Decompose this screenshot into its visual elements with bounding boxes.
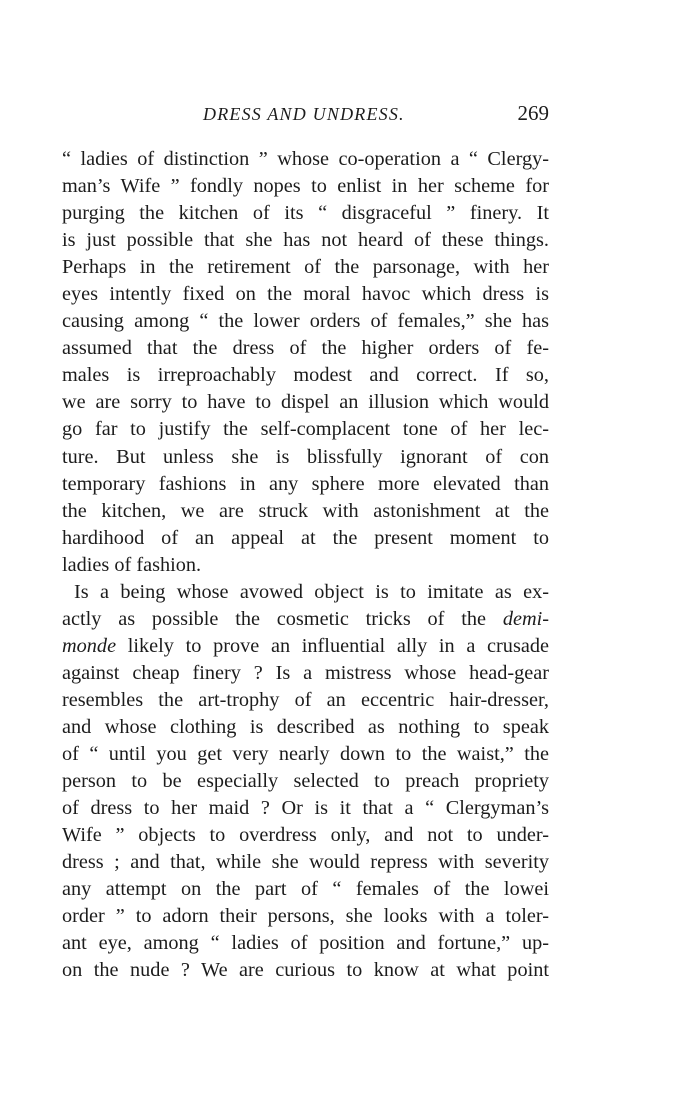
- text-line: of dress to her maid ? Or is it that a “ Clergyman’s: [62, 797, 549, 820]
- text-line: Wife ” objects to overdress only, and not to under-: [62, 824, 549, 847]
- text-line: and whose clothing is described as nothing to speak: [62, 715, 549, 738]
- text-line: is just possible that she has not heard of these things.: [62, 229, 549, 252]
- text-line: Perhaps in the retirement of the parsonage, with her: [62, 256, 549, 279]
- text-line: ant eye, among “ ladies of position and fortune,” up-: [62, 932, 549, 955]
- text-fragment: actly as possible the cosmetic tricks of the: [62, 607, 486, 630]
- text-line: ladies of fashion.: [62, 553, 202, 576]
- text-line: man’s Wife ” fondly nopes to enlist in her scheme for: [62, 175, 549, 198]
- text-line: on the nude ? We are curious to know at what point: [62, 959, 549, 982]
- body-text: [62, 146, 549, 984]
- text-line: go far to justify the self-complacent tone of her lec-: [62, 418, 549, 441]
- text-line-with-italics: [62, 606, 549, 633]
- italic-term: demi-: [502, 607, 549, 630]
- text-line: person to be especially selected to preach propriety: [62, 770, 549, 793]
- text-line: males is irreproachably modest and correct. If so,: [62, 364, 549, 387]
- text-line: assumed that the dress of the higher orders of fe-: [62, 337, 549, 360]
- text-fragment: likely to prove an influential ally in a crusade: [127, 634, 549, 657]
- text-line: we are sorry to have to dispel an illusion which would: [62, 391, 549, 414]
- text-line: Is a being whose avowed object is to imitate as ex-: [74, 580, 549, 603]
- text-line-with-italics: [62, 633, 549, 660]
- page-header: [62, 101, 549, 132]
- text-line: resembles the art-trophy of an eccentric hair-dresser,: [62, 688, 549, 711]
- text-line: against cheap finery ? Is a mistress whose head-gear: [62, 661, 549, 684]
- italic-term: monde: [62, 634, 117, 657]
- text-line: order ” to adorn their persons, she looks with a toler-: [62, 905, 549, 928]
- text-line: the kitchen, we are struck with astonishment at the: [62, 499, 549, 522]
- text-line: dress ; and that, while she would repress with severity: [62, 851, 549, 874]
- text-line: temporary fashions in any sphere more elevated than: [62, 472, 549, 495]
- text-line: of “ until you get very nearly down to the waist,” the: [62, 743, 549, 766]
- text-line: hardihood of an appeal at the present moment to: [62, 526, 549, 549]
- text-line: eyes intently fixed on the moral havoc which dress is: [62, 283, 549, 306]
- page-number: 269: [517, 101, 549, 125]
- text-line: any attempt on the part of “ females of the lowei: [62, 878, 549, 901]
- text-line: ture. But unless she is blissfully ignorant of con: [62, 445, 549, 468]
- text-line: purging the kitchen of its “ disgraceful ” finery. It: [62, 202, 549, 225]
- running-head: DRESS AND UNDRESS.: [203, 104, 405, 124]
- text-line: “ ladies of distinction ” whose co-operation a “ Clergy-: [62, 148, 549, 170]
- text-line: causing among “ the lower orders of females,” she has: [62, 310, 549, 333]
